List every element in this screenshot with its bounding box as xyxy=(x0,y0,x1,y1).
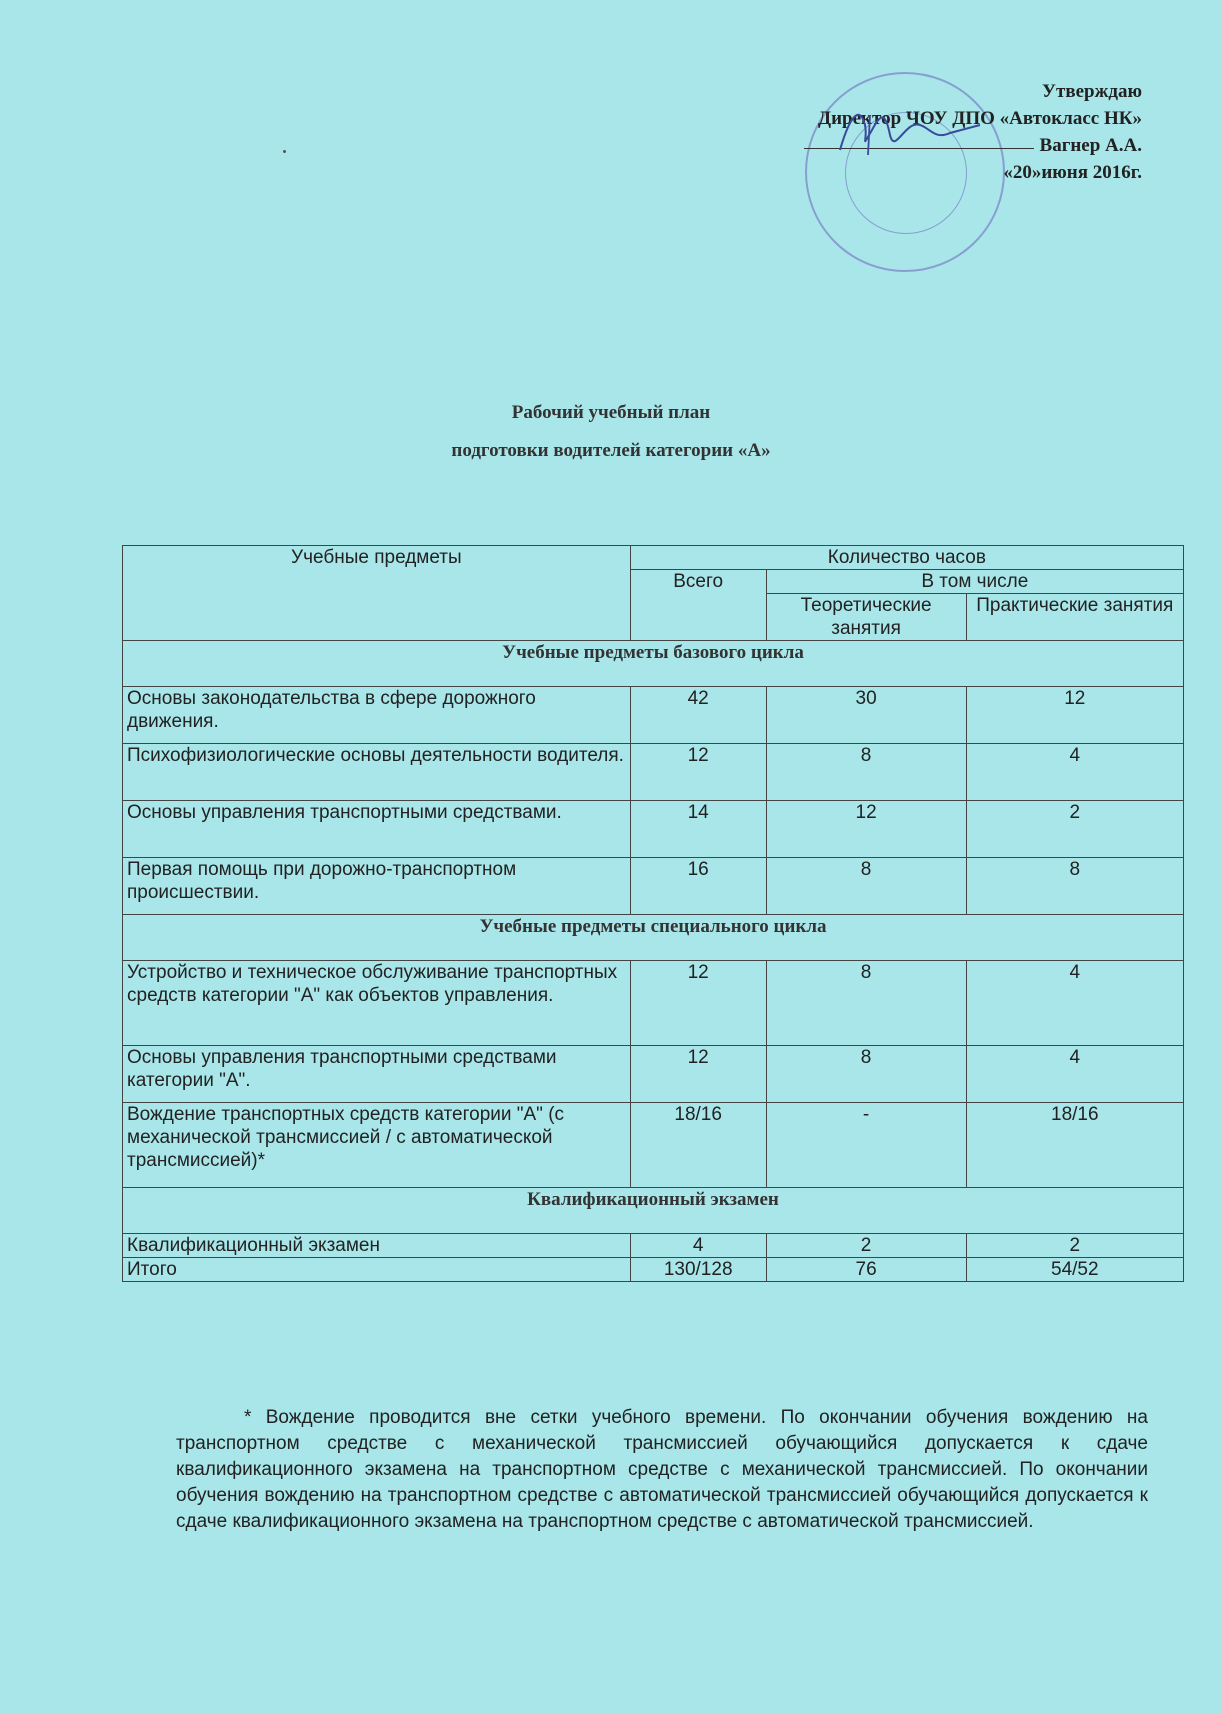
hours-practice: 18/16 xyxy=(966,1103,1183,1188)
hours-theory: - xyxy=(766,1103,966,1188)
hours-practice: 4 xyxy=(966,961,1183,1046)
table-row xyxy=(123,744,1184,801)
hours-theory: 2 xyxy=(766,1234,966,1258)
subject-name: Психофизиологические основы деятельности водителя. xyxy=(123,744,631,801)
hours-practice: 2 xyxy=(966,801,1183,858)
hours-theory: 8 xyxy=(766,961,966,1046)
header-hours: Количество часов xyxy=(630,546,1183,570)
hours-theory: 30 xyxy=(766,687,966,744)
table-row xyxy=(123,1103,1184,1188)
hours-total: 4 xyxy=(630,1234,766,1258)
hours-total: 42 xyxy=(630,687,766,744)
header-including: В том числе xyxy=(766,570,1183,594)
table-row xyxy=(123,1234,1184,1258)
hours-total: 14 xyxy=(630,801,766,858)
subject-name: Устройство и техническое обслуживание транспортных средств категории "А" как объектов управления. xyxy=(123,961,631,1046)
curriculum-table xyxy=(122,545,1184,1282)
document-title: Рабочий учебный план xyxy=(511,402,711,423)
section-title: Учебные предметы базового цикла xyxy=(123,641,1184,687)
subject-name: Основы управления транспортными средствами. xyxy=(123,801,631,858)
hours-total: 12 xyxy=(630,1046,766,1103)
header-total: Всего xyxy=(630,570,766,641)
table-row xyxy=(123,961,1184,1046)
section-row xyxy=(123,641,1184,687)
hours-practice: 8 xyxy=(966,858,1183,915)
hours-total: 130/128 xyxy=(630,1258,766,1282)
hours-theory: 8 xyxy=(766,744,966,801)
director-signature xyxy=(810,95,990,165)
footnote: * Вождение проводится вне сетки учебного времени. По окончании обучения вождению на транспортном средстве с механической трансмиссией обучающийся допускается к сдаче квалификационного экзамена на транспортном средстве с механической трансмиссией. По окончании обучения вождению на транспортном средстве с автоматической трансмиссией обучающийся допускается к сдаче квалификационного экзамена на транспортном средстве с автоматической трансмиссией. xyxy=(176,1407,1148,1532)
subject-name: Квалификационный экзамен xyxy=(123,1234,631,1258)
hours-theory: 12 xyxy=(766,801,966,858)
hours-practice: 12 xyxy=(966,687,1183,744)
table-row xyxy=(123,858,1184,915)
document-subtitle: подготовки водителей категории «А» xyxy=(451,440,771,461)
subject-name: Первая помощь при дорожно-транспортном происшествии. xyxy=(123,858,631,915)
approval-director: Директор ЧОУ ДПО «Автокласс НК» xyxy=(818,108,1142,129)
approval-date: «20»июня 2016г. xyxy=(1003,162,1142,183)
subject-name: Вождение транспортных средств категории "А" (с механической трансмиссией / с автоматической трансмиссией)* xyxy=(123,1103,631,1188)
section-title: Учебные предметы специального цикла xyxy=(123,915,1184,961)
hours-total: 12 xyxy=(630,744,766,801)
hours-practice: 54/52 xyxy=(966,1258,1183,1282)
hours-practice: 2 xyxy=(966,1234,1183,1258)
total-row xyxy=(123,1258,1184,1282)
section-title: Квалификационный экзамен xyxy=(123,1188,1184,1234)
subject-name: Основы управления транспортными средствами категории "А". xyxy=(123,1046,631,1103)
header-row xyxy=(123,546,1184,570)
hours-total: 16 xyxy=(630,858,766,915)
header-practice: Практические занятия xyxy=(966,594,1183,641)
header-theory: Теоретические занятия xyxy=(766,594,966,641)
hours-total: 18/16 xyxy=(630,1103,766,1188)
section-row xyxy=(123,1188,1184,1234)
approval-name: Вагнер А.А. xyxy=(1039,135,1142,156)
table-row xyxy=(123,687,1184,744)
hours-theory: 76 xyxy=(766,1258,966,1282)
hours-total: 12 xyxy=(630,961,766,1046)
hours-theory: 8 xyxy=(766,1046,966,1103)
table-row xyxy=(123,1046,1184,1103)
hours-practice: 4 xyxy=(966,1046,1183,1103)
subject-name: Основы законодательства в сфере дорожного движения. xyxy=(123,687,631,744)
header-subjects: Учебные предметы xyxy=(123,546,631,641)
hours-practice: 4 xyxy=(966,744,1183,801)
subject-name: Итого xyxy=(123,1258,631,1282)
table-row xyxy=(123,801,1184,858)
section-row xyxy=(123,915,1184,961)
hours-theory: 8 xyxy=(766,858,966,915)
paper-speck xyxy=(283,150,286,153)
approval-heading: Утверждаю xyxy=(1042,81,1142,102)
